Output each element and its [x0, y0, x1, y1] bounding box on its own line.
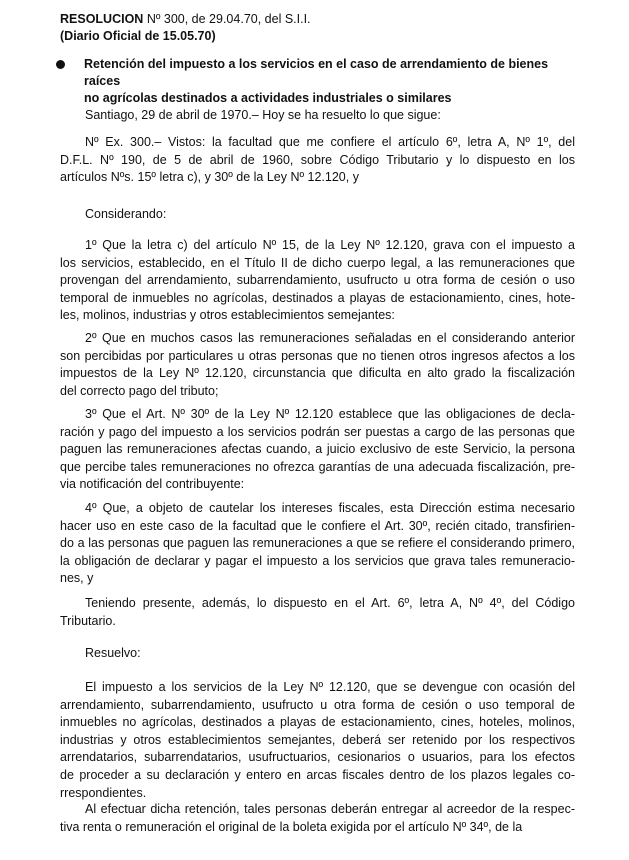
text-line: nes, y: [60, 571, 94, 586]
text-line: do a las personas que paguen las remuneraciones a que se refiere el considerando primero,: [60, 536, 575, 551]
considerando-3-paragraph: [60, 406, 575, 494]
text-line: hacer uso en este caso de la facultad que le confiere el Art. 30º, recién citado, transfirien-: [60, 518, 575, 533]
text-line: artículos Nºs. 15º letra c), y 30º de la Ley Nº 12.120, y: [60, 170, 359, 185]
text-line: de proceder a su declaración y entero en arcas fiscales dentro de los plazos legales co-: [60, 767, 575, 782]
resuelvo-heading: [60, 645, 575, 663]
text-line: Al efectuar dicha retención, tales personas deberán entregar al acreedor de la respec-: [85, 802, 575, 816]
diario-oficial-reference: (Diario Oficial de 15.05.70): [60, 29, 216, 43]
dateline-paragraph: [60, 107, 575, 125]
text-line: via notificación del contribuyente:: [60, 477, 245, 492]
text-line: El impuesto a los servicios de la Ley Nº 12.120, que se devengue con ocasión del: [85, 680, 575, 694]
text-line: Santiago, 29 de abril de 1970.– Hoy se ha resuelto lo que sigue:: [85, 108, 441, 122]
considerando-1-paragraph: [60, 237, 575, 325]
text-line: ración y pago del impuesto a los servicios podrán ser puestas a cargo de las personas que: [60, 424, 575, 439]
text-line: Tributario.: [60, 613, 116, 628]
text-line: del correcto pago del tributo;: [60, 383, 219, 398]
text-line: tiva renta o remuneración el original de la boleta exigida por el artículo Nº 34º, de la: [60, 819, 523, 834]
resolution-paragraph-2: [60, 801, 575, 836]
text-line: paguen las remuneraciones afectas cuando, a juicio exclusivo de este Servicio, la persona: [60, 442, 575, 457]
vistos-paragraph: [60, 134, 575, 187]
text-line: que percibe tales remuneraciones no ofrezca garantías de una adecuada fiscalización, pre-: [60, 459, 575, 474]
resolution-title: RESOLUCION Nº 300, de 29.04.70, del S.I.I.: [60, 12, 311, 26]
resolution-header: [60, 11, 311, 45]
text-line: temporal de inmuebles no agrícolas, destinados a playas de estacionamiento, cines, hote-: [60, 290, 575, 305]
text-line: 2º Que en muchos casos las remuneraciones señaladas en el considerando anterior: [85, 331, 575, 345]
text-line: Teniendo presente, además, lo dispuesto en el Art. 6º, letra A, Nº 4º, del Código: [85, 596, 575, 610]
text-line: 4º Que, a objeto de cautelar los intereses fiscales, esta Dirección estima necesario: [85, 501, 575, 515]
text-line: D.F.L. Nº 190, de 5 de abril de 1960, sobre Código Tributario y lo dispuesto en los: [60, 152, 575, 167]
text-line: Resuelvo:: [85, 646, 141, 660]
considerando-4-paragraph: [60, 500, 575, 588]
text-line: les, molinos, industrias y otros establecimientos semejantes:: [60, 308, 395, 323]
text-line: impuestos de la Ley Nº 12.120, circunstancia que dificulta en alto grado la fiscalización: [60, 366, 575, 381]
text-line: 3º Que el Art. Nº 30º de la Ley Nº 12.120 establece que las obligaciones de decla-: [85, 407, 575, 421]
considerando-heading: [60, 206, 575, 224]
text-line: inmuebles no agrícolas, destinados a playas de estacionamiento, cines, hoteles, molinos,: [60, 715, 575, 730]
text-line: rrespondientes.: [60, 785, 147, 800]
text-line: Considerando:: [85, 207, 167, 221]
resolution-paragraph-1: [60, 679, 575, 802]
text-line: los servicios, establecido, en el Título II de dicho cuerpo legal, a las remuneraciones que: [60, 255, 575, 270]
text-line: Nº Ex. 300.– Vistos: la facultad que me confiere el artículo 6º, letra A, Nº 1º, del: [85, 135, 575, 149]
text-line: arrendamiento, subarrendamiento, usufructo u otra forma de cesión o uso temporal de: [60, 697, 575, 712]
bullet-icon: [56, 60, 65, 69]
considerando-2-paragraph: [60, 330, 575, 400]
text-line: 1º Que la letra c) del artículo Nº 15, de la Ley Nº 12.120, grava con el impuesto a: [85, 238, 575, 252]
text-line: industrias y otros establecimientos semejantes, deberá ser retenido por los respectivos: [60, 732, 575, 747]
text-line: la obligación de declarar y pagar el impuesto a los servicios que grava tales remuneracio-: [60, 553, 575, 568]
text-line: arrendatarios, subarrendatarios, usufructuarios, cesionarios o usuarios, para los efectos: [60, 750, 575, 765]
text-line: son percibidas por particulares u otras personas que no tienen otros ingresos afectos a los: [60, 348, 575, 363]
teniendo-presente-paragraph: [60, 595, 575, 630]
text-line: provengan del arrendamiento, subarrendamiento, usufructo u otra forma de cesión o uso: [60, 273, 575, 288]
resolution-subject: Retención del impuesto a los servicios en el caso de arrendamiento de bienes raíces no agrícolas destinados a actividades industriales o similares: [84, 57, 549, 105]
